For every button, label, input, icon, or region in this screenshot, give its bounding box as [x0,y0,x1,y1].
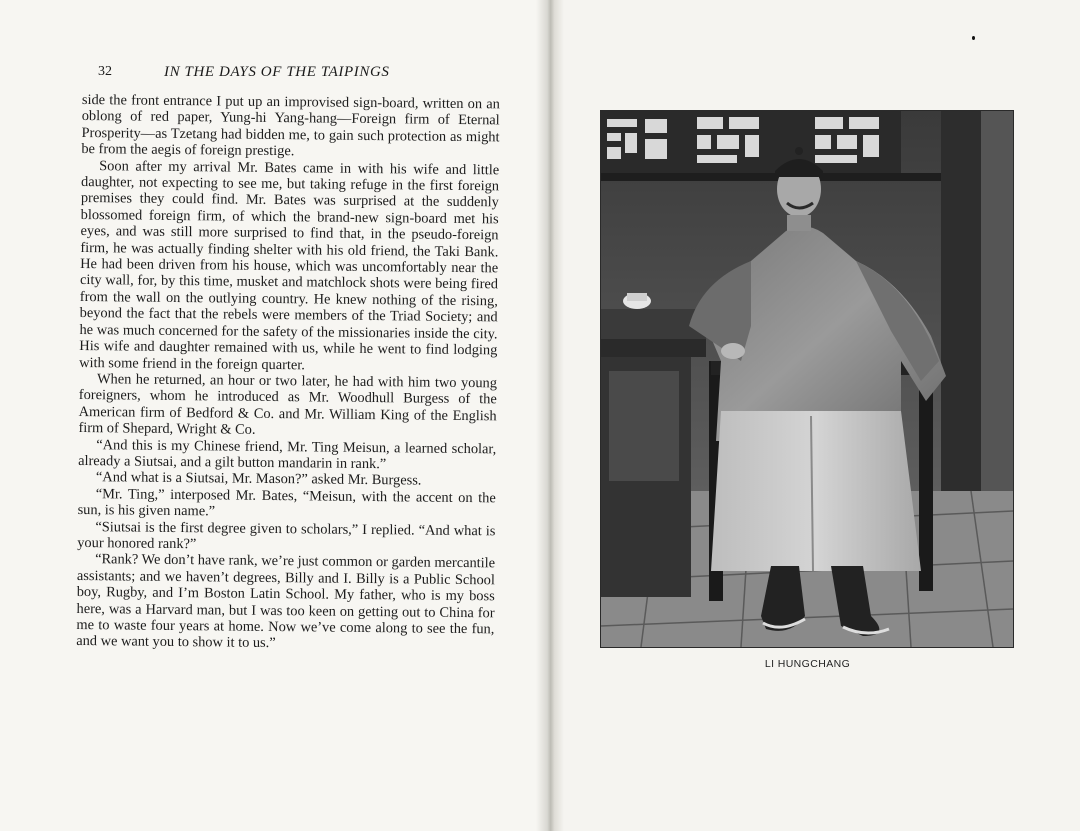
portrait-illustration [601,111,1013,647]
page-number: 32 [98,64,112,79]
photo-caption: LI HUNGCHANG [764,658,851,670]
paragraph: side the front entrance I put up an improvised sign-board, written on an oblong of red paper, Yung-hi Yang-hang—Foreign firm of Eternal Prosperity—as Tzetang had bidden me, to gain such protection as might be from the aegis of foreign prestige. [81,92,500,160]
paragraph: “Mr. Ting,” interposed Mr. Bates, “Meisun, with the accent on the sun, is his given name.” [77,485,496,520]
portrait-photograph [600,110,1014,648]
paragraph: “Rank? We don’t have rank, we’re just common or garden mercantile assistants; and we haven’t degrees, Billy and I. Billy is a Public School boy, Rugby, and I’m Boston Latin School. My father, who is my boss here, was a Harvard man, but I was too keen on getting out to China for me to waste four years at home. Now we’ve come along to see the fun, and we want you to show it to us.” [76,551,496,652]
paragraph: Soon after my arrival Mr. Bates came in with his wife and little daughter, not expecting to see me, but taking refuge in the first foreign premises they could find. Mr. Bates was surprised at the suddenly blossomed foreign firm, of which the brand-new sign-board met his eyes, and was still more surprised to find that, in the pseudo-foreign firm, he was actually finding shelter with his old friend, the Taki Bank. He had been driven from his house, which was uncomfortably near the city wall, for, by this time, musket and matchlock shots were being fired from the wall on the outlying country. He knew nothing of the rising, beyond the fact that the rebels were members of the Triad Society; and he was much concerned for the safety of the missionaries inside the city. His wife and daughter remained with us, while he went to find lodging with some friend in the foreign quarter. [79,157,500,373]
running-head: IN THE DAYS OF THE TAIPINGS [164,64,390,80]
paragraph: “And this is my Chinese friend, Mr. Ting Meisun, a learned scholar, already a Siutsai, and a gilt button mandarin in rank.” [78,436,497,473]
paragraph: When he returned, an hour or two later, he had with him two young foreigners, whom he introduced as Mr. Woodhull Burgess of the American firm of Bedford & Co. and Mr. William King of the English firm of Shepard, Wright & Co. [78,371,498,438]
paragraph: “Siutsai is the first degree given to scholars,” I replied. “And what is your honored rank?” [77,518,496,553]
paragraph: “And what is a Siutsai, Mr. Mason?” asked Mr. Burgess. [95,469,422,489]
body-text [76,92,500,654]
ink-speck [972,36,975,40]
book-gutter [536,0,564,831]
